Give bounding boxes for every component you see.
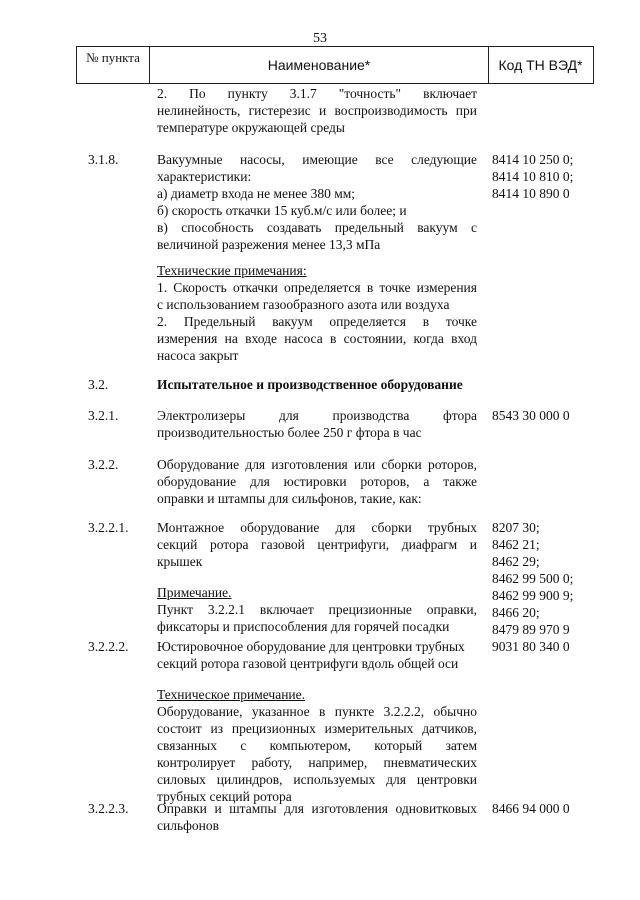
item-text-3-1-8	[157, 151, 477, 253]
text-line: б) скорость откачки 15 куб.м/с или более; и	[157, 203, 407, 218]
text-line: величиной разрежения менее 13,3 мПа	[157, 237, 381, 252]
item-number-3-2-2-2: 3.2.2.2.	[88, 639, 129, 654]
note-line: силовых цилиндров, используемых для центровки	[157, 772, 477, 787]
text-line: Вакуумные насосы, имеющие все следующие	[157, 152, 477, 167]
note-3-2-2-1	[157, 584, 477, 635]
item-number-3-2-2-1: 3.2.2.1.	[88, 520, 129, 535]
note-title: Техническое примечание.	[157, 687, 306, 702]
item-number-3-2-1: 3.2.1.	[88, 408, 119, 423]
item-text-3-2-2	[157, 456, 477, 507]
text-line: характеристики:	[157, 169, 252, 184]
text-line: Электролизеры для производства фтора	[157, 408, 477, 423]
text-line: Оправки и штампы для изготовления одновитковых	[157, 801, 477, 816]
note-line: температуре окружающей среды	[157, 120, 345, 135]
note-line: нелинейность, гистерезис и воспроизводимость при	[157, 103, 477, 118]
note-title: Технические примечания:	[157, 263, 307, 278]
text-line: в) способность создавать предельный вакуум с	[157, 220, 477, 235]
text-line: секций ротора газовой центрифуги вдоль общей оси	[157, 656, 459, 671]
code-3-2-2-3: 8466 94 000 0	[492, 801, 570, 816]
text-line: Монтажное оборудование для сборки трубных	[157, 520, 477, 535]
code-3-1-8: 8414 10 250 0; 8414 10 810 0; 8414 10 890 0	[492, 152, 574, 201]
note-line: 2. По пункту 3.1.7 "точность" включает	[157, 86, 477, 101]
tech-note-3-2-2-2	[157, 686, 477, 805]
note-line: связанных с компьютером, который затем	[157, 738, 477, 753]
continued-note	[157, 85, 477, 136]
text-line: крышек	[157, 554, 203, 569]
item-number-3-1-8: 3.1.8.	[88, 152, 119, 167]
note-line: Оборудование, указанное в пункте 3.2.2.2, обычно	[157, 704, 477, 719]
item-text-3-2-2-1	[157, 519, 477, 570]
text-line: производительностью более 250 г фтора в час	[157, 425, 422, 440]
page-number: 53	[313, 31, 327, 46]
note-line: состоит из прецизионных измерительных датчиков,	[157, 721, 477, 736]
text-line: оборудование для юстировки роторов, а также	[157, 474, 477, 489]
code-3-2-2-2: 9031 80 340 0	[492, 639, 570, 654]
header-name: Наименование*	[150, 47, 489, 83]
note-line: Пункт 3.2.2.1 включает прецизионные оправки,	[157, 602, 477, 617]
note-line: 2. Предельный вакуум определяется в точке	[157, 314, 477, 329]
note-line: насоса закрыт	[157, 348, 239, 363]
header-item-number: № пункта	[77, 47, 150, 83]
item-text-3-2-1	[157, 407, 477, 441]
item-text-3-2-2-3	[157, 800, 477, 834]
note-line: 1. Скорость откачки определяется в точке измерения	[157, 280, 477, 295]
text-line: Оборудование для изготовления или сборки роторов,	[157, 457, 477, 472]
item-number-3-2-2-3: 3.2.2.3.	[88, 801, 129, 816]
text-line: сильфонов	[157, 818, 219, 833]
item-text-3-2-2-2	[157, 638, 477, 672]
tech-notes-3-1-8	[157, 262, 477, 364]
note-line: контролирует работу, например, пневматических	[157, 755, 477, 770]
code-3-2-1: 8543 30 000 0	[492, 408, 570, 423]
note-line: фиксаторы и приспособления для горячей посадки	[157, 619, 450, 634]
table-header	[76, 46, 594, 84]
text-line: а) диаметр входа не менее 380 мм;	[157, 186, 356, 201]
note-title: Примечание.	[157, 585, 232, 600]
header-code: Код ТН ВЭД*	[498, 57, 583, 73]
note-line: трубных секций ротора	[157, 789, 292, 804]
item-number-3-2-2: 3.2.2.	[88, 457, 119, 472]
text-line: оправки и штампы для сильфонов, такие, как:	[157, 491, 422, 506]
note-line: измерения на входе насоса в состоянии, когда вход	[157, 331, 477, 346]
note-line: с использованием газообразного азота или воздуха	[157, 297, 450, 312]
section-title-3-2: Испытательное и производственное оборудование	[157, 377, 463, 392]
code-3-2-2-1: 8207 30; 8462 21; 8462 29; 8462 99 500 0; 8462 99 900 9; 8466 20; 8479 89 970 9	[492, 520, 574, 637]
text-line: Юстировочное оборудование для центровки трубных	[157, 639, 465, 654]
item-number-3-2: 3.2.	[88, 377, 109, 392]
text-line: секций ротора газовой центрифуги, диафрагм и	[157, 537, 477, 552]
